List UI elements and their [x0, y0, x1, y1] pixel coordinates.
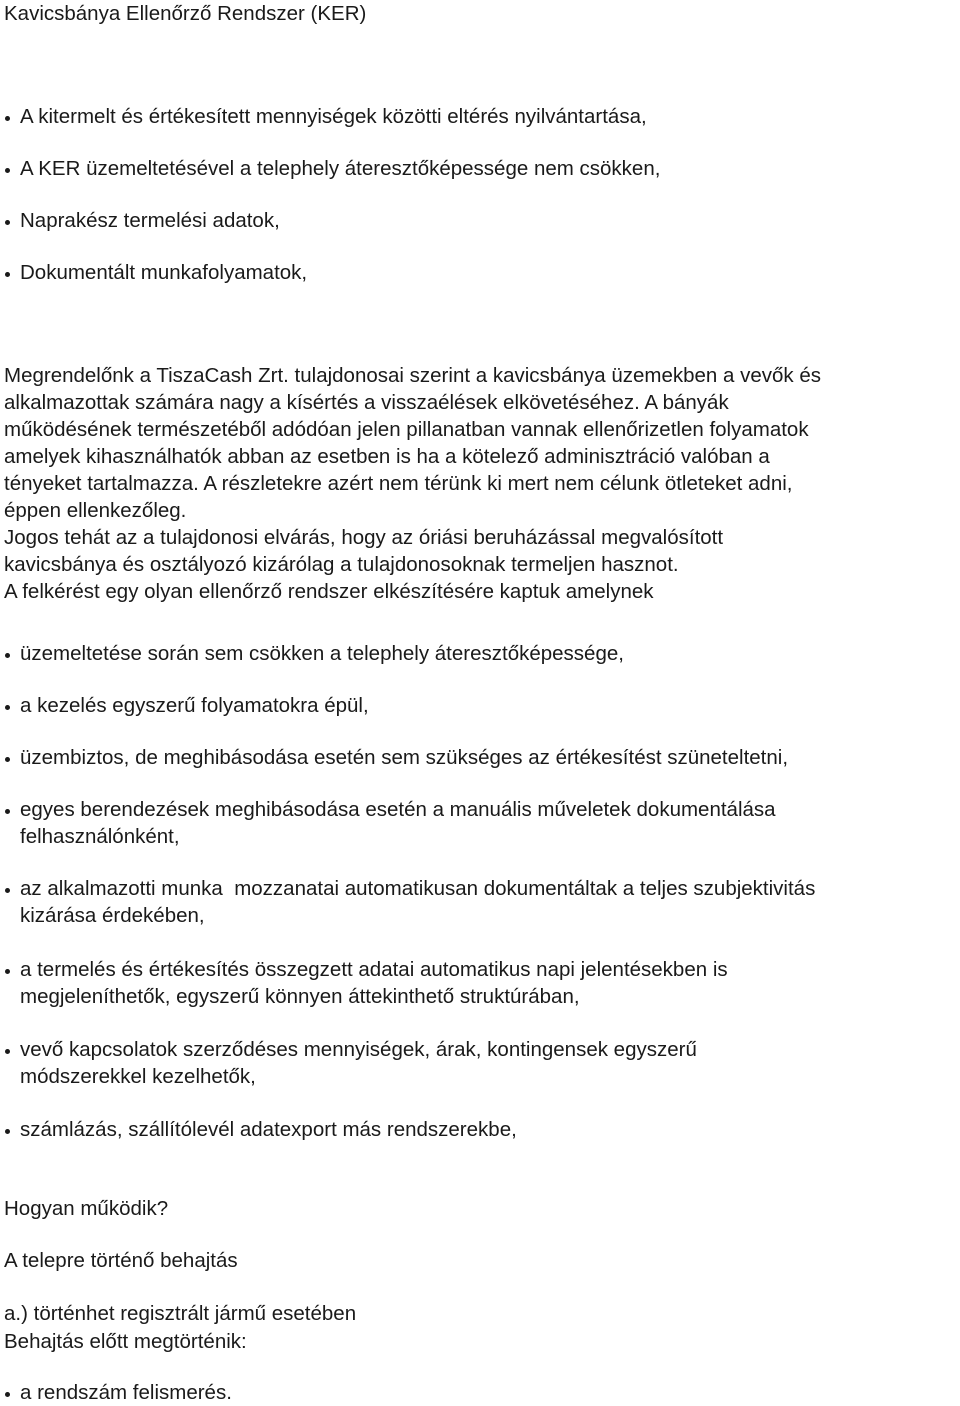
body-paragraph	[4, 362, 960, 605]
list-item-text: A kitermelt és értékesített mennyiségek közötti eltérés nyilvántartása,	[20, 105, 647, 128]
body-line: amelyek kihasználhatók abban az esetben is ha a kötelező adminisztráció valóban a	[4, 445, 770, 468]
list-item	[4, 692, 369, 719]
bullet-icon	[4, 1036, 20, 1063]
before-entry-text: Behajtás előtt megtörténik:	[4, 1330, 247, 1353]
bullet-icon	[4, 692, 20, 719]
list-item-text	[20, 796, 776, 850]
list-item-text: üzemeltetése során sem csökken a telephely áteresztőképessége,	[20, 642, 624, 665]
list-item-line: kizárása érdekében,	[20, 904, 205, 927]
list-item	[4, 103, 647, 130]
list-item-line: módszerekkel kezelhetők,	[20, 1065, 256, 1088]
body-line: kavicsbánya és osztályozó kizárólag a tulajdonosoknak termeljen hasznot.	[4, 553, 679, 576]
list-item	[4, 259, 307, 286]
list-item-line: vevő kapcsolatok szerződéses mennyiségek, árak, kontingensek egyszerű	[20, 1038, 697, 1061]
list-item-text: a rendszám felismerés.	[20, 1381, 232, 1404]
bullet-icon	[4, 259, 20, 286]
bullet-icon	[4, 875, 20, 902]
document-title: Kavicsbánya Ellenőrző Rendszer (KER)	[4, 2, 367, 25]
list-item-text: Dokumentált munkafolyamatok,	[20, 261, 308, 284]
list-item	[4, 744, 788, 771]
body-line: alkalmazottak számára nagy a kísértés a visszaélések elkövetéséhez. A bányák	[4, 391, 729, 414]
bullet-icon	[4, 796, 20, 823]
list-item-text: üzembiztos, de meghibásodása esetén sem szükséges az értékesítést szüneteltetni,	[20, 746, 789, 769]
bullet-icon	[4, 103, 20, 130]
list-item	[4, 1036, 697, 1090]
body-line: A felkérést egy olyan ellenőrző rendszer elkészítésére kaptuk amelynek	[4, 580, 654, 603]
body-line: Jogos tehát az a tulajdonosi elvárás, hogy az óriási beruházással megvalósított	[4, 526, 724, 549]
list-item	[4, 796, 776, 850]
list-item	[4, 956, 728, 1010]
list-item	[4, 640, 624, 667]
bullet-icon	[4, 640, 20, 667]
list-item-line: a termelés és értékesítés összegzett adatai automatikus napi jelentésekben is	[20, 958, 728, 981]
section-heading-how: Hogyan működik?	[4, 1197, 169, 1220]
body-line: tényeket tartalmazza. A részletekre azért nem térünk ki mert nem célunk ötleteket adni,	[4, 472, 793, 495]
case-a-text: a.) történhet regisztrált jármű esetében	[4, 1302, 357, 1325]
list-item-text	[20, 956, 728, 1010]
list-item-text: számlázás, szállítólevél adatexport más rendszerekbe,	[20, 1118, 517, 1141]
list-item	[4, 1116, 517, 1143]
list-item	[4, 875, 815, 929]
list-item-text: A KER üzemeltetésével a telephely áteresztőképessége nem csökken,	[20, 157, 661, 180]
list-item-text: a kezelés egyszerű folyamatokra épül,	[20, 694, 369, 717]
body-line: Megrendelőnk a TiszaCash Zrt. tulajdonosai szerint a kavicsbánya üzemekben a vevők és	[4, 364, 822, 387]
bullet-icon	[4, 207, 20, 234]
list-item-line: felhasználónként,	[20, 825, 180, 848]
list-item-line: egyes berendezések meghibásodása esetén a manuális műveletek dokumentálása	[20, 798, 776, 821]
list-item-text	[20, 1036, 697, 1090]
bullet-icon	[4, 744, 20, 771]
list-item	[4, 155, 660, 182]
body-line: működésének természetéből adódóan jelen pillanatban vannak ellenőrizetlen folyamatok	[4, 418, 809, 441]
body-line: éppen ellenkezőleg.	[4, 499, 187, 522]
bullet-icon	[4, 1116, 20, 1143]
list-item-line: az alkalmazotti munka mozzanatai automatikusan dokumentáltak a teljes szubjektivitás	[20, 877, 816, 900]
list-item-line: megjeleníthetők, egyszerű könnyen áttekinthető struktúrában,	[20, 985, 580, 1008]
section-heading-entry: A telepre történő behajtás	[4, 1249, 238, 1272]
bullet-icon	[4, 956, 20, 983]
list-item-text	[20, 875, 815, 929]
bullet-icon	[4, 155, 20, 182]
list-item	[4, 207, 280, 234]
list-item-text: Naprakész termelési adatok,	[20, 209, 280, 232]
